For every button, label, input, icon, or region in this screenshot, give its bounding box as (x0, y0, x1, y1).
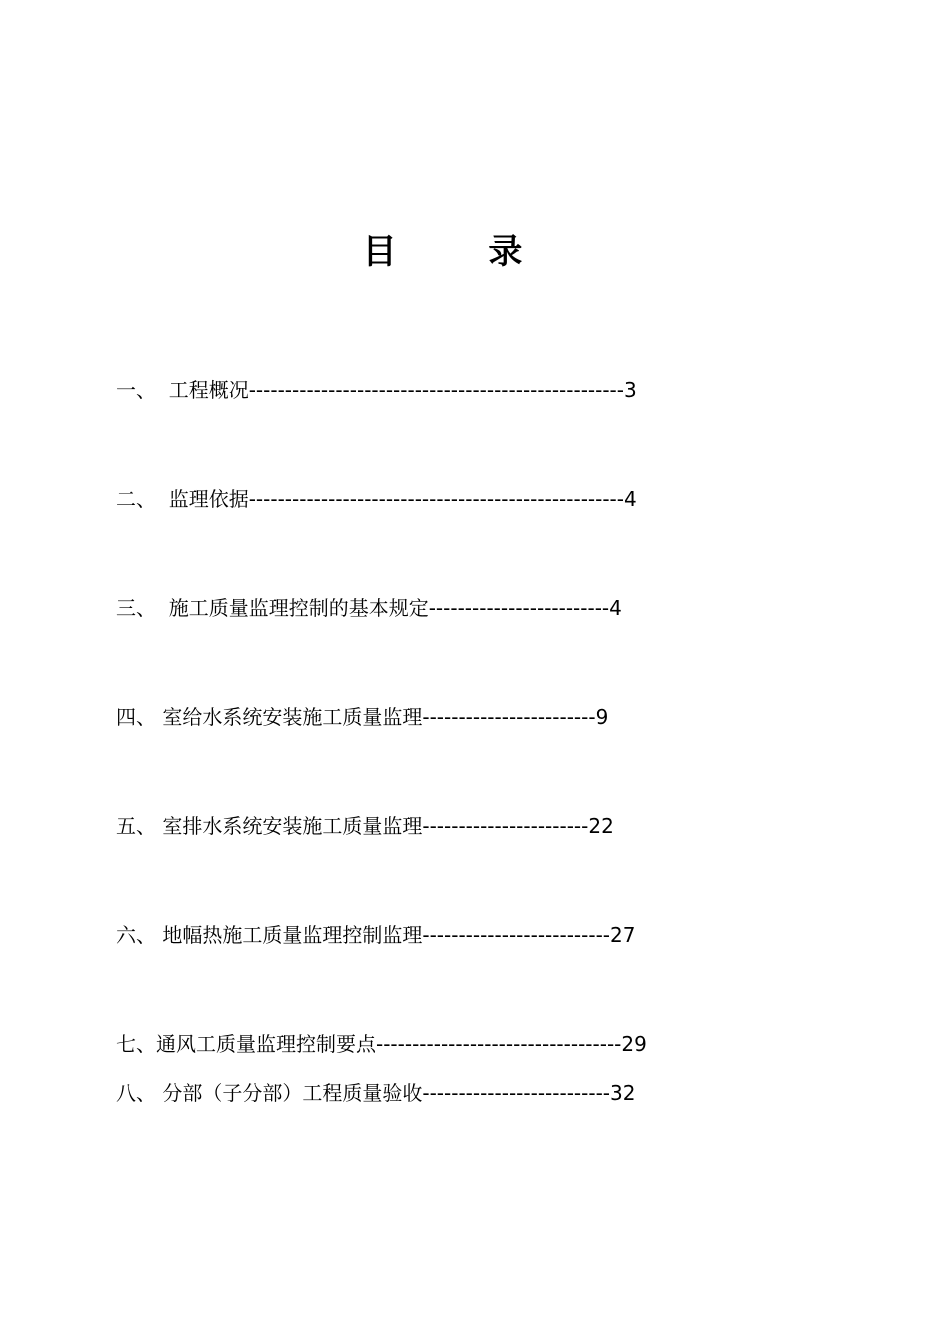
toc-entry-text: 分部（子分部）工程质量验收 (162, 1081, 423, 1105)
toc-entry-text: 通风工质量监理控制要点 (156, 1032, 376, 1056)
toc-entry-page: 22 (588, 814, 614, 838)
toc-entry-number: 七、 (116, 1032, 156, 1056)
toc-entry-gap (156, 378, 169, 402)
toc-entry[interactable] (116, 1030, 647, 1058)
toc-entry-page: 29 (621, 1032, 647, 1056)
toc-entry[interactable] (116, 703, 608, 731)
toc-entry-number: 五、 (116, 814, 156, 838)
toc-entry-leader: ---------------------------------- (376, 1032, 622, 1056)
toc-entry-number: 三、 (116, 596, 156, 620)
toc-entry-page: 9 (595, 705, 609, 729)
toc-entry-leader: ---------------------------------------------------- (248, 378, 624, 402)
toc-entry-leader: ----------------------- (422, 814, 589, 838)
toc-entry-gap (156, 487, 169, 511)
toc-title: 目 录 (362, 232, 563, 272)
toc-entry-gap (156, 596, 169, 620)
toc-entry[interactable] (116, 1079, 635, 1107)
toc-entry-leader: -------------------------- (422, 923, 610, 947)
toc-entry[interactable] (116, 812, 614, 840)
toc-entry-page: 3 (624, 378, 637, 402)
toc-entry-text: 监理依据 (168, 487, 249, 511)
toc-entry-number: 四、 (116, 705, 156, 729)
toc-entry-text: 室排水系统安装施工质量监理 (162, 814, 423, 838)
toc-entry-text: 工程概况 (168, 378, 249, 402)
toc-entry[interactable] (116, 594, 622, 622)
toc-entry[interactable] (116, 921, 635, 949)
toc-entry-page: 4 (624, 487, 637, 511)
toc-entry-leader: ---------------------------------------------------- (248, 487, 624, 511)
toc-entry[interactable] (116, 485, 637, 513)
toc-entry-page: 4 (609, 596, 622, 620)
toc-entry[interactable] (116, 376, 637, 404)
toc-entry-leader: ------------------------- (428, 596, 610, 620)
toc-entry-text: 地幅热施工质量监理控制监理 (162, 923, 423, 947)
toc-entry-text: 施工质量监理控制的基本规定 (168, 596, 429, 620)
toc-entry-number: 八、 (116, 1081, 156, 1105)
toc-entry-leader: -------------------------- (422, 1081, 610, 1105)
toc-entry-number: 二、 (116, 487, 156, 511)
toc-entry-number: 六、 (116, 923, 156, 947)
toc-entry-number: 一、 (116, 378, 156, 402)
toc-entry-leader: ------------------------ (422, 705, 596, 729)
toc-entry-page: 27 (610, 923, 636, 947)
toc-entry-text: 室给水系统安装施工质量监理 (162, 705, 423, 729)
toc-entry-page: 32 (610, 1081, 636, 1105)
